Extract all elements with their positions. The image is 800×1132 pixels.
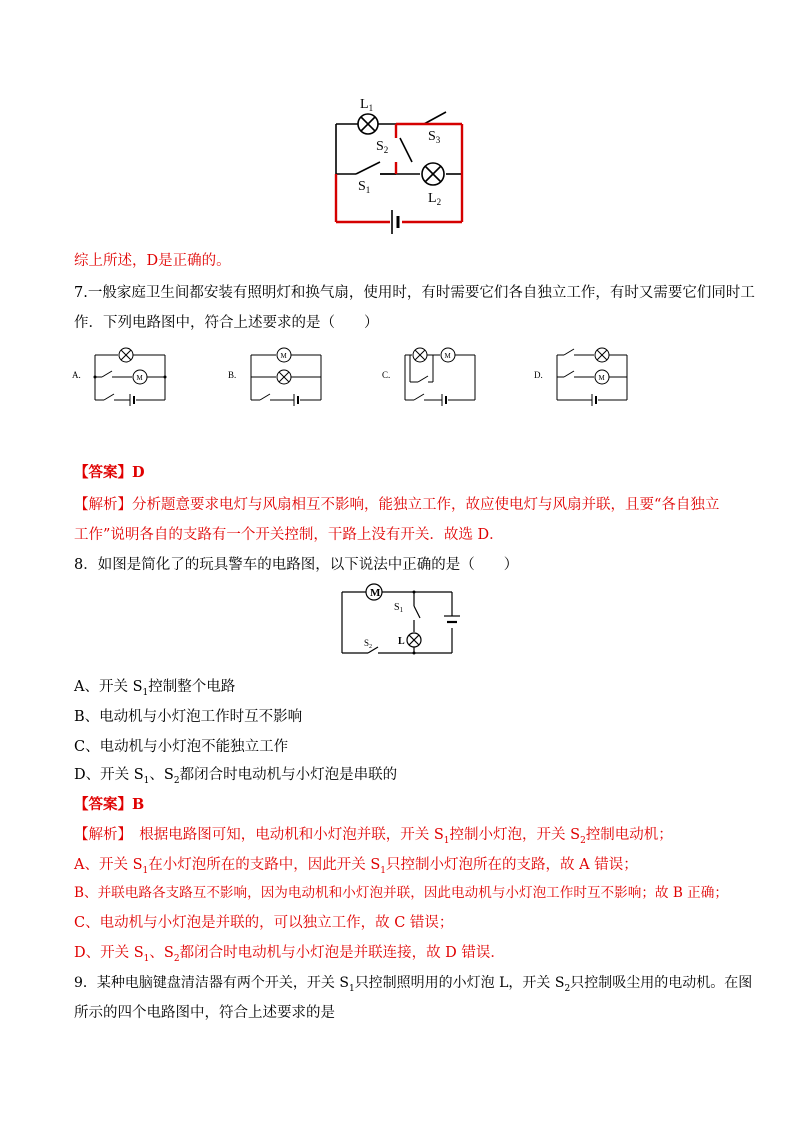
svg-text:M: M	[370, 587, 381, 599]
q9-stem-line2: 所示的四个电路图中，符合上述要求的是	[74, 1005, 335, 1021]
q8-analysis-line4: C、电动机与小灯泡是并联的，可以独立工作，故 C 错误；	[74, 915, 454, 931]
q7-option-d-figure	[532, 340, 642, 410]
q7-answer: 【答案】D	[74, 464, 145, 481]
q8-option-b: B、电动机与小灯泡工作时互不影响	[74, 709, 303, 725]
q7-stem-line2: 作．下列电路图中，符合上述要求的是（ ）	[74, 315, 379, 331]
q8-option-d: D、开关 $S_1$、$S_2$都闭合时电动机与小灯泡是串联的	[74, 767, 398, 786]
svg-text:S2: $S_2$	[376, 139, 389, 155]
top-circuit-figure	[320, 90, 480, 240]
svg-text:S2: $S_2$	[364, 638, 373, 650]
svg-text:B.: B.	[228, 370, 237, 380]
q8-analysis-line2: A、开关 $S_1$在小灯泡所在的支路中，因此开关 $S_1$只控制小灯泡所在的支路，故 A 错误；	[74, 857, 638, 876]
conclusion-text: 综上所述，D是正确的。	[74, 253, 231, 269]
q8-stem: 8．如图是简化了的玩具警车的电路图，以下说法中正确的是（ ）	[74, 557, 519, 573]
svg-text:M: M	[280, 352, 287, 360]
svg-text:M: M	[136, 374, 143, 382]
q8-analysis-line5: D、开关 $S_1$、$S_2$都闭合时电动机与小灯泡是并联连接，故 D 错误．	[74, 945, 505, 964]
q8-analysis-line1: 【解析】 根据电路图可知，电动机和小灯泡并联，开关 $S_1$控制小灯泡，开关 $S_2$控制电动机；	[74, 827, 673, 846]
q7-analysis-line2: 工作”说明各自的支路有一个开关控制，干路上没有开关．故选 D．	[74, 527, 504, 543]
q8-circuit-figure	[330, 578, 470, 663]
q7-option-a-figure	[70, 340, 180, 410]
q8-option-a: A、开关 $S_1$控制整个电路	[74, 679, 236, 698]
q8-analysis-line3: B、并联电路各支路互不影响，因为电动机和小灯泡并联，因此电动机与小灯泡工作时互不影响；故 B 正确；	[74, 885, 728, 901]
q8-answer: 【答案】B	[74, 796, 145, 813]
svg-text:M: M	[598, 374, 605, 382]
svg-text:L2: $L_2$	[428, 191, 442, 207]
svg-text:D.: D.	[534, 370, 543, 380]
svg-text:L: L	[398, 636, 405, 647]
svg-text:C.: C.	[382, 370, 391, 380]
svg-text:S1: $S_1$	[358, 179, 371, 195]
q7-stem-line1: 7.一般家庭卫生间都安装有照明灯和换气扇，使用时，有时需要它们各自独立工作，有时又需要它们同时工	[74, 285, 755, 301]
q7-option-b-figure	[226, 340, 336, 410]
svg-text:S1: $S_1$	[394, 602, 404, 614]
q7-option-c-figure	[380, 340, 490, 410]
q8-option-c: C、电动机与小灯泡不能独立工作	[74, 739, 289, 755]
svg-text:A.: A.	[72, 370, 81, 380]
svg-text:L1: $L_1$	[360, 97, 374, 113]
svg-text:S3: $S_3$	[428, 129, 441, 145]
svg-text:M: M	[444, 352, 451, 360]
q7-analysis-line1: 【解析】分析题意要求电灯与风扇相互不影响，能独立工作，故应使电灯与风扇并联，且要“各自独立	[74, 497, 720, 513]
q9-stem-line1: 9．某种电脑键盘清洁器有两个开关，开关 $S_1$只控制照明用的小灯泡 L，开关 $S_2$只控制吸尘用的电动机。在图	[74, 975, 753, 994]
label-l1: L	[360, 97, 369, 112]
